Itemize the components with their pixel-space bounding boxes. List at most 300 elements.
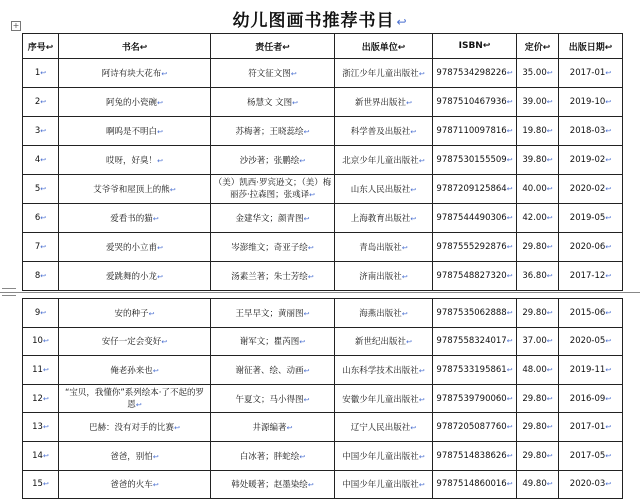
table-row: [23, 356, 623, 385]
cell-author-text: 岑澎维文；奇亚子绘: [231, 243, 308, 253]
cell-isbn[interactable]: [433, 356, 517, 385]
cell-title[interactable]: [59, 299, 211, 328]
cell-publisher-text: 山东人民出版社: [350, 185, 411, 195]
cell-mark-icon: ↩: [605, 394, 612, 403]
cell-price[interactable]: [517, 262, 559, 291]
cell-mark-icon: ↩: [40, 127, 47, 135]
cell-index[interactable]: [23, 413, 59, 442]
cell-date-text: 2016-09: [569, 393, 606, 404]
cell-author[interactable]: [211, 88, 335, 117]
cell-mark-icon: ↩: [418, 452, 425, 461]
cell-mark-icon: ↩: [506, 214, 513, 222]
cell-price[interactable]: [517, 441, 559, 470]
table-header-row: [23, 34, 623, 59]
cell-title-text: 爸爸，别怕: [110, 451, 153, 462]
cell-author-text: （美）凯西·罗宾逊文；（美）梅丽莎·拉森图；张彧译: [213, 178, 332, 200]
cell-price[interactable]: [517, 299, 559, 328]
cell-title[interactable]: [59, 262, 211, 291]
cell-index-text: 4: [34, 155, 41, 165]
cell-index[interactable]: [23, 146, 59, 175]
cell-date-text: 2020-05: [569, 336, 606, 347]
cell-title[interactable]: [59, 384, 211, 413]
cell-mark-icon: ↩: [605, 272, 612, 280]
cell-price-text: 29.80: [522, 242, 547, 252]
cell-index-text: 12: [32, 393, 43, 404]
cell-index-text: 3: [34, 126, 41, 136]
cell-author[interactable]: [211, 356, 335, 385]
cell-price[interactable]: [517, 204, 559, 233]
cell-index[interactable]: [23, 204, 59, 233]
cell-mark-icon: ↩: [506, 423, 513, 432]
cell-date[interactable]: [559, 117, 623, 146]
cell-date-text: 2019-11: [569, 364, 606, 375]
cell-publisher-text: 中国少年儿童出版社: [342, 480, 419, 491]
cell-index[interactable]: [23, 88, 59, 117]
cell-isbn-text: 9787533195861: [436, 364, 507, 375]
cell-index-text: 13: [32, 422, 43, 433]
cell-title-text: 阿诗有块大花布: [101, 69, 162, 79]
cell-publisher[interactable]: [335, 327, 433, 356]
cell-price-text: 29.80: [522, 450, 547, 461]
cell-publisher[interactable]: [335, 384, 433, 413]
cell-publisher[interactable]: [335, 233, 433, 262]
cell-title[interactable]: [59, 356, 211, 385]
cell-index[interactable]: [23, 117, 59, 146]
column-header-author: [211, 34, 335, 59]
cell-mark-icon: ↩: [605, 337, 612, 346]
table-row: [23, 175, 623, 204]
cell-mark-icon: ↩: [42, 365, 49, 374]
column-header-isbn: [433, 34, 517, 59]
cell-index[interactable]: [23, 356, 59, 385]
cell-title-text: 哎呀，好臭！: [106, 156, 158, 166]
cell-mark-icon: ↩: [605, 127, 612, 135]
cell-title[interactable]: [59, 204, 211, 233]
cell-title[interactable]: [59, 117, 211, 146]
cell-mark-icon: ↩: [307, 244, 314, 252]
cell-mark-icon: ↩: [152, 481, 159, 490]
cell-price-text: 35.00: [522, 68, 547, 78]
cell-title-text: 阿兔的小瓷碗: [106, 98, 158, 108]
cell-mark-icon: ↩: [40, 243, 47, 251]
cell-mark-icon: ↩: [286, 424, 293, 433]
cell-isbn[interactable]: [433, 59, 517, 88]
cell-publisher-text: 辽宁人民出版社: [350, 423, 411, 434]
cell-author[interactable]: [211, 175, 335, 204]
cell-mark-icon: ↩: [482, 41, 491, 51]
cell-isbn-text: 9787510467936: [436, 97, 507, 107]
cell-author[interactable]: [211, 146, 335, 175]
cell-title[interactable]: [59, 146, 211, 175]
table-row: [23, 413, 623, 442]
cell-index-text: 9: [34, 307, 41, 318]
cell-price-text: 29.80: [522, 422, 547, 433]
column-header-title: [59, 34, 211, 59]
cell-title[interactable]: [59, 233, 211, 262]
table-row: [23, 59, 623, 88]
cell-isbn-text: 9787555292876: [436, 242, 507, 252]
cell-title-text: 啊呜是不明白: [106, 127, 158, 137]
cell-price[interactable]: [517, 413, 559, 442]
cell-title[interactable]: [59, 175, 211, 204]
cell-date-text: 2017-12: [569, 271, 606, 281]
cell-mark-icon: ↩: [40, 272, 47, 280]
cell-title-text: 艾爷爷和屋顶上的熊: [93, 185, 170, 195]
cell-index[interactable]: [23, 299, 59, 328]
cell-author-text: 苏梅著；王晓蕊绘: [235, 127, 304, 137]
cell-mark-icon: ↩: [42, 394, 49, 403]
cell-author-text: 井源编著: [252, 423, 287, 434]
cell-date-text: 2019-10: [569, 97, 606, 107]
book-table-page-1: [22, 33, 623, 291]
header-label: 序号: [27, 42, 46, 53]
cell-author[interactable]: [211, 262, 335, 291]
cell-date[interactable]: [559, 88, 623, 117]
cell-author[interactable]: [211, 204, 335, 233]
cell-publisher-text: 山东科学技术出版社: [342, 365, 419, 376]
cell-author-text: 符文征文图: [248, 69, 291, 79]
cell-author[interactable]: [211, 233, 335, 262]
cell-publisher-text: 浙江少年儿童出版社: [342, 69, 419, 79]
cell-mark-icon: ↩: [410, 186, 417, 194]
header-label: ISBN: [458, 41, 483, 51]
cell-isbn[interactable]: [433, 175, 517, 204]
cell-mark-icon: ↩: [605, 98, 612, 106]
cell-date[interactable]: [559, 413, 623, 442]
cell-mark-icon: ↩: [161, 338, 168, 347]
cell-date[interactable]: [559, 175, 623, 204]
cell-isbn[interactable]: [433, 88, 517, 117]
cell-publisher[interactable]: [335, 441, 433, 470]
cell-mark-icon: ↩: [157, 244, 163, 252]
page-break-line: [0, 292, 640, 293]
cell-index-text: 14: [32, 450, 43, 461]
cell-mark-icon: ↩: [605, 423, 612, 432]
cell-price-text: 40.00: [522, 184, 547, 194]
cell-mark-icon: ↩: [148, 309, 155, 318]
cell-price[interactable]: [517, 175, 559, 204]
cell-publisher[interactable]: [335, 470, 433, 499]
cell-mark-icon: ↩: [605, 243, 612, 251]
cell-title[interactable]: [59, 59, 211, 88]
cell-author-text: 汤素兰著；朱士芳绘: [231, 272, 308, 282]
cell-isbn-text: 9787548827320: [436, 271, 507, 281]
cell-index-text: 1: [34, 68, 41, 78]
cell-date[interactable]: [559, 384, 623, 413]
cell-title-text: 俺老孙来也: [110, 365, 153, 376]
cell-isbn[interactable]: [433, 413, 517, 442]
cell-title-text: 爸爸的火车: [110, 480, 153, 491]
cell-mark-icon: ↩: [42, 480, 49, 489]
cell-isbn-text: 9787530155509: [436, 155, 507, 165]
cell-price-text: 29.80: [522, 393, 547, 404]
cell-index-text: 11: [32, 364, 43, 375]
cell-mark-icon: ↩: [303, 309, 310, 318]
cell-mark-icon: ↩: [546, 69, 553, 77]
cell-isbn[interactable]: [433, 204, 517, 233]
cell-mark-icon: ↩: [282, 42, 290, 53]
header-label: 定价: [524, 42, 543, 53]
cell-mark-icon: ↩: [45, 42, 54, 53]
cell-isbn-text: 9787209125864: [436, 184, 507, 194]
table-row: [23, 441, 623, 470]
cell-publisher[interactable]: [335, 175, 433, 204]
cell-price-text: 36.80: [522, 271, 547, 281]
cell-author[interactable]: [211, 59, 335, 88]
cell-index[interactable]: [23, 384, 59, 413]
cell-publisher[interactable]: [335, 262, 433, 291]
cell-mark-icon: ↩: [40, 156, 47, 164]
cell-publisher[interactable]: [335, 413, 433, 442]
cell-isbn[interactable]: [433, 327, 517, 356]
cell-title-text: “宝贝，我懂你”系列绘本·了不起的罗恩: [64, 387, 204, 410]
cell-mark-icon: ↩: [40, 214, 47, 222]
cell-mark-icon: ↩: [418, 70, 425, 78]
cell-mark-icon: ↩: [303, 395, 310, 404]
cell-isbn[interactable]: [433, 117, 517, 146]
cell-mark-icon: ↩: [546, 337, 553, 346]
cell-title-text: 巴赫：没有对手的比赛: [89, 423, 175, 434]
cell-author[interactable]: [211, 441, 335, 470]
cell-mark-icon: ↩: [605, 69, 612, 77]
cell-author[interactable]: [211, 327, 335, 356]
cell-isbn-text: 9787110097816: [436, 126, 507, 136]
cell-author-text: 午夏文；马小得图: [235, 394, 304, 405]
cell-mark-icon: ↩: [605, 185, 612, 193]
table-row: [23, 299, 623, 328]
cell-mark-icon: ↩: [42, 451, 49, 460]
cell-author-text: 韩处暖著；赵墨染绘: [231, 480, 308, 491]
cell-mark-icon: ↩: [299, 338, 306, 347]
cell-date[interactable]: [559, 470, 623, 499]
cell-author-text: 谢军文；瞿芮图: [239, 337, 300, 348]
cell-price-text: 37.00: [522, 336, 547, 347]
cell-price-text: 42.00: [522, 213, 547, 223]
cell-title-text: 爱哭的小立甫: [106, 243, 158, 253]
cell-mark-icon: ↩: [506, 243, 513, 251]
header-label: 出版单位: [361, 42, 398, 53]
cell-isbn[interactable]: [433, 262, 517, 291]
cell-index[interactable]: [23, 59, 59, 88]
cell-mark-icon: ↩: [506, 480, 513, 489]
cell-title[interactable]: [59, 88, 211, 117]
cell-publisher[interactable]: [335, 299, 433, 328]
table-row: [23, 384, 623, 413]
cell-date-text: 2015-06: [569, 307, 606, 318]
cell-isbn-text: 9787535062888: [436, 307, 507, 318]
cell-price[interactable]: [517, 233, 559, 262]
cell-mark-icon: ↩: [546, 480, 553, 489]
cell-isbn-text: 9787539790060: [436, 393, 507, 404]
cell-date[interactable]: [559, 356, 623, 385]
cell-publisher-text: 济南出版社: [359, 272, 402, 282]
cell-price[interactable]: [517, 470, 559, 499]
cell-author-text: 谢征著、绘、动画: [235, 365, 304, 376]
cell-mark-icon: ↩: [605, 451, 612, 460]
cell-index[interactable]: [23, 470, 59, 499]
cell-mark-icon: ↩: [546, 272, 553, 280]
cell-price[interactable]: [517, 356, 559, 385]
cell-date-text: 2017-01: [569, 68, 606, 78]
cell-mark-icon: ↩: [152, 366, 159, 375]
cell-title-text: 安仔一定会变好: [101, 337, 162, 348]
cell-date-text: 2017-05: [569, 450, 606, 461]
cell-author[interactable]: [211, 117, 335, 146]
cell-price[interactable]: [517, 88, 559, 117]
cell-mark-icon: ↩: [292, 99, 299, 107]
cell-index[interactable]: [23, 327, 59, 356]
cell-mark-icon: ↩: [605, 308, 612, 317]
cell-mark-icon: ↩: [506, 365, 513, 374]
cell-publisher[interactable]: [335, 204, 433, 233]
cell-price[interactable]: [517, 117, 559, 146]
cell-author[interactable]: [211, 470, 335, 499]
cell-publisher-text: 新世界出版社: [355, 98, 407, 108]
cell-price-text: 29.80: [522, 307, 547, 318]
cell-mark-icon: ↩: [546, 185, 553, 193]
cell-price-text: 48.00: [522, 364, 547, 375]
cell-title[interactable]: [59, 327, 211, 356]
cell-mark-icon: ↩: [418, 395, 425, 404]
cell-mark-icon: ↩: [546, 156, 553, 164]
cell-index[interactable]: [23, 441, 59, 470]
cell-mark-icon: ↩: [174, 424, 180, 433]
cell-isbn[interactable]: [433, 441, 517, 470]
column-header-date: [559, 34, 623, 59]
cell-isbn[interactable]: [433, 470, 517, 499]
cell-author[interactable]: [211, 299, 335, 328]
cell-index[interactable]: [23, 262, 59, 291]
cell-isbn-text: 9787534298226: [436, 68, 507, 78]
cell-isbn[interactable]: [433, 146, 517, 175]
cell-publisher[interactable]: [335, 117, 433, 146]
cell-mark-icon: ↩: [546, 98, 553, 106]
cell-mark-icon: ↩: [546, 308, 553, 317]
cell-publisher-text: 上海教育出版社: [350, 214, 411, 224]
cell-title[interactable]: [59, 470, 211, 499]
cell-mark-icon: ↩: [40, 69, 47, 77]
cell-date-text: 2018-03: [569, 126, 606, 136]
cell-date[interactable]: [559, 327, 623, 356]
book-table-page-2: [22, 298, 623, 499]
cell-date[interactable]: [559, 59, 623, 88]
cell-mark-icon: ↩: [401, 244, 408, 252]
cell-price[interactable]: [517, 59, 559, 88]
table-move-handle-icon[interactable]: +: [12, 21, 20, 30]
cell-mark-icon: ↩: [418, 481, 425, 490]
cell-price-text: 49.80: [522, 479, 547, 490]
cell-mark-icon: ↩: [406, 338, 412, 347]
cell-mark-icon: ↩: [169, 186, 176, 194]
cell-index[interactable]: [23, 233, 59, 262]
table-row: [23, 262, 623, 291]
cell-mark-icon: ↩: [401, 309, 408, 318]
cell-mark-icon: ↩: [546, 127, 553, 135]
cell-publisher-text: 中国少年儿童出版社: [342, 451, 419, 462]
cell-mark-icon: ↩: [161, 70, 168, 78]
cell-date[interactable]: [559, 146, 623, 175]
column-header-index: [23, 34, 59, 59]
cell-mark-icon: ↩: [506, 98, 513, 106]
cell-isbn-text: 9787514860016: [436, 479, 507, 490]
cell-publisher[interactable]: [335, 59, 433, 88]
cell-publisher-text: 海燕出版社: [359, 308, 402, 319]
cell-date[interactable]: [559, 262, 623, 291]
cell-price-text: 39.80: [522, 155, 547, 165]
document-title: [0, 6, 640, 31]
cell-mark-icon: ↩: [290, 70, 297, 78]
cell-mark-icon: ↩: [605, 480, 612, 489]
cell-mark-icon: ↩: [157, 273, 163, 281]
cell-mark-icon: ↩: [506, 394, 513, 403]
cell-price[interactable]: [517, 146, 559, 175]
cell-mark-icon: ↩: [604, 42, 613, 53]
cell-mark-icon: ↩: [506, 156, 513, 164]
cell-mark-icon: ↩: [40, 98, 47, 106]
cell-mark-icon: ↩: [546, 423, 553, 432]
cell-title-text: 安的种子: [114, 308, 149, 319]
cell-date-text: 2020-06: [569, 242, 606, 252]
cell-index-text: 6: [34, 213, 41, 223]
cell-mark-icon: ↩: [506, 185, 513, 193]
cell-date[interactable]: [559, 204, 623, 233]
cell-mark-icon: ↩: [157, 99, 163, 107]
cell-mark-icon: ↩: [307, 273, 314, 281]
cell-author-text: 金建华文；颜青图: [235, 214, 304, 224]
cell-index-text: 10: [32, 336, 43, 347]
cell-mark-icon: ↩: [40, 185, 47, 193]
cell-mark-icon: ↩: [42, 423, 49, 432]
cell-title-text: 爱跳舞的小龙: [106, 272, 158, 282]
cell-mark-icon: ↩: [605, 156, 612, 164]
table-row: [23, 327, 623, 356]
cell-publisher[interactable]: [335, 88, 433, 117]
cell-isbn[interactable]: [433, 233, 517, 262]
cell-price[interactable]: [517, 384, 559, 413]
cell-isbn[interactable]: [433, 384, 517, 413]
cell-mark-icon: ↩: [410, 215, 417, 223]
cell-author[interactable]: [211, 384, 335, 413]
cell-date[interactable]: [559, 441, 623, 470]
cell-title[interactable]: [59, 441, 211, 470]
cell-title[interactable]: [59, 413, 211, 442]
cell-mark-icon: ↩: [506, 127, 513, 135]
cell-mark-icon: ↩: [309, 191, 316, 199]
cell-publisher-text: 北京少年儿童出版社: [342, 156, 419, 166]
cell-mark-icon: ↩: [152, 452, 159, 461]
cell-publisher[interactable]: [335, 146, 433, 175]
cell-date[interactable]: [559, 233, 623, 262]
cell-author[interactable]: [211, 413, 335, 442]
table-row: [23, 204, 623, 233]
cell-date[interactable]: [559, 299, 623, 328]
cell-author-text: 白冰著；胖蛇绘: [239, 451, 300, 462]
header-label: 书名: [121, 42, 140, 53]
cell-isbn[interactable]: [433, 299, 517, 328]
cell-mark-icon: ↩: [506, 272, 513, 280]
cell-mark-icon: ↩: [42, 337, 49, 346]
table-row: [23, 470, 623, 499]
cell-price[interactable]: [517, 327, 559, 356]
cell-author-text: 沙沙著；张鹏绘: [239, 156, 300, 166]
cell-mark-icon: ↩: [401, 273, 408, 281]
cell-publisher-text: 科学普及出版社: [350, 127, 411, 137]
cell-mark-icon: ↩: [307, 481, 314, 490]
cell-publisher[interactable]: [335, 356, 433, 385]
cell-mark-icon: ↩: [410, 424, 417, 433]
cell-index[interactable]: [23, 175, 59, 204]
table-row: [23, 117, 623, 146]
